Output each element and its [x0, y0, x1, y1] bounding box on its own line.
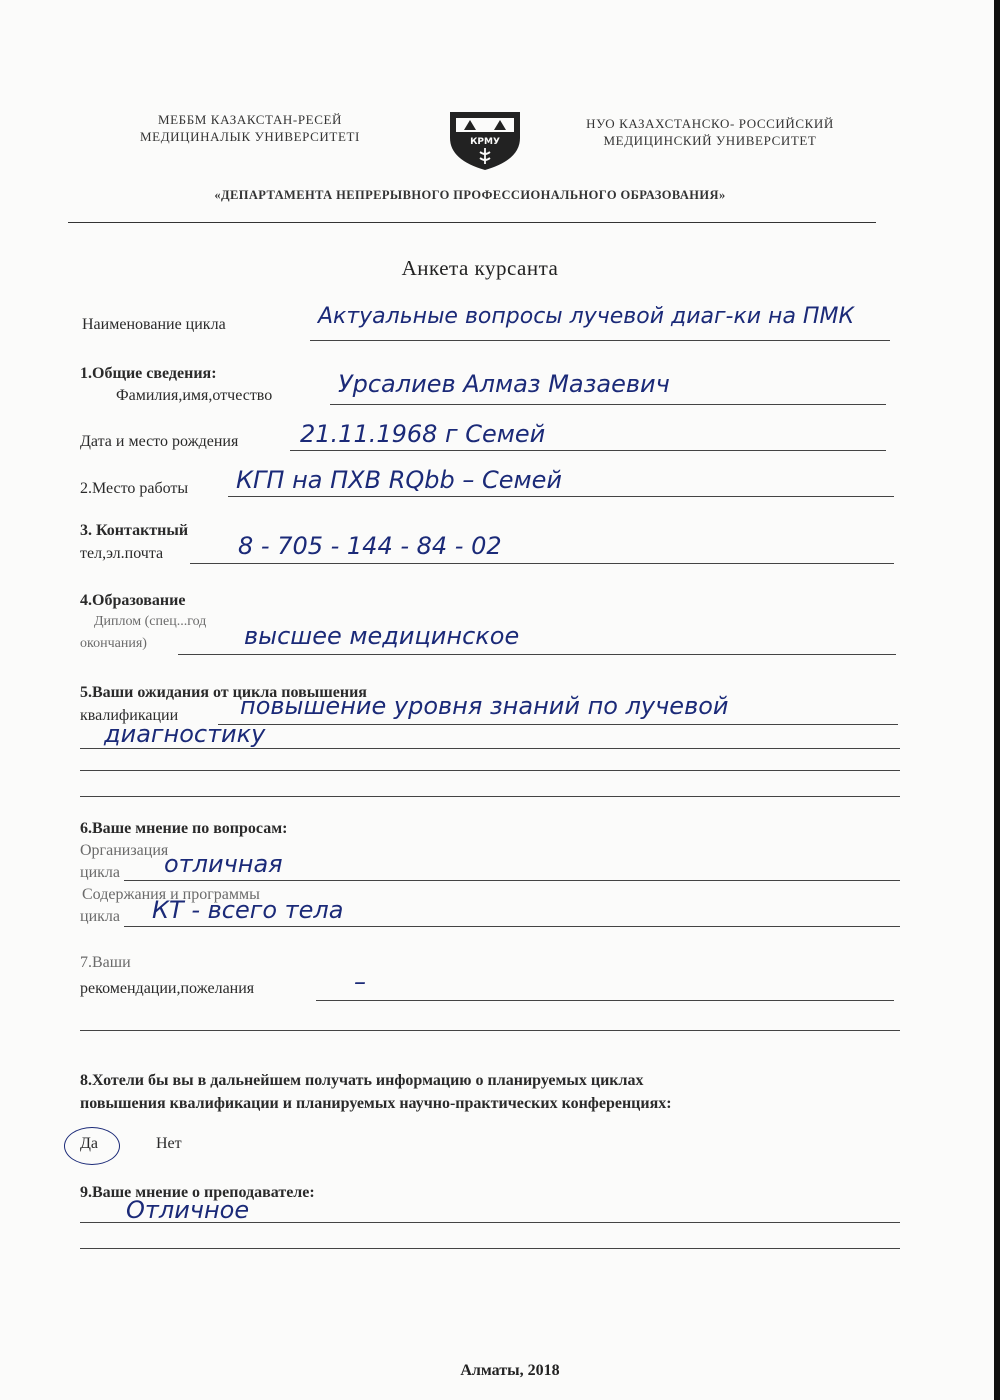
footer-city-year: Алматы, 2018 [460, 1362, 560, 1379]
birth-value: 21.11.1968 г Семей [300, 420, 546, 448]
expectations-sub-label: квалификации [80, 707, 179, 724]
contact-sub-label: тел,эл.почта [80, 545, 164, 562]
cycle-label: Наименование цикла [82, 316, 226, 333]
recommendations-value: – [354, 968, 366, 996]
info-question-sub-label: повышения квалификации и планируемых научно-практических конференциях: [80, 1095, 672, 1112]
info-question-label: 8.Хотели бы вы в дальнейшем получать информацию о планируемых циклах [80, 1072, 644, 1089]
expectations-line4 [80, 796, 900, 797]
teacher-opinion-value: Отличное [126, 1196, 250, 1224]
contact-line [190, 563, 894, 564]
education-label: 4.Образование [80, 592, 186, 609]
expectations-value2: диагностику [104, 720, 266, 748]
yes-option[interactable]: Да [80, 1135, 99, 1152]
department-name: «ДЕПАРТАМЕНТА НЕПРЕРЫВНОГО ПРОФЕССИОНАЛЬНОГО ОБРАЗОВАНИЯ» [214, 188, 726, 202]
expectations-label: 5.Ваши ожидания от цикла повышения [80, 684, 367, 701]
education-sub-label1: Диплом (спец...год [94, 614, 207, 629]
recommendations-label: 7.Ваши [80, 954, 131, 971]
birth-line [290, 450, 886, 451]
expectations-line1 [218, 724, 898, 725]
header-right-line2: МЕДИЦИНСКИЙ УНИВЕРСИТЕТ [603, 133, 817, 148]
contact-value: 8 - 705 - 144 - 84 - 02 [238, 532, 502, 560]
teacher-opinion-label: 9.Ваше мнение о преподавателе: [80, 1184, 315, 1201]
expectations-line2 [80, 748, 900, 749]
education-line [178, 654, 896, 655]
education-value: высшее медицинское [244, 622, 520, 650]
header-left-line1: МЕББМ КАЗАКСТАН-РЕСЕЙ [157, 112, 343, 127]
university-name-russian [555, 115, 865, 149]
content-value: КТ - всего тела [152, 896, 344, 924]
general-info-label: 1.Общие сведения: [80, 365, 217, 382]
organization-label: Организация [80, 842, 169, 859]
logo-text: КРМУ [470, 137, 500, 147]
organization-sub-label: цикла [80, 864, 120, 881]
opinion-label: 6.Ваше мнение по вопросам: [80, 820, 288, 837]
no-option[interactable]: Нет [156, 1135, 182, 1152]
scan-edge [994, 0, 1000, 1400]
fio-label: Фамилия,имя,отчество [116, 387, 273, 404]
header-left-line2: МЕДИЦИНАЛЫК УНИВЕРСИТЕТІ [140, 129, 360, 144]
expectations-value1: повышение уровня знаний по лучевой [240, 692, 729, 720]
content-label: Содержания и программы [82, 886, 260, 903]
recommendations-line [316, 1000, 894, 1001]
header-right-line1: НУО КАЗАХСТАНСКО- РОССИЙСКИЙ [586, 116, 834, 131]
fio-line [330, 404, 886, 405]
cycle-line [310, 340, 890, 341]
organization-value: отличная [164, 850, 283, 878]
teacher-opinion-line1 [80, 1222, 900, 1223]
work-label: 2.Место работы [80, 480, 189, 497]
organization-line [124, 880, 900, 881]
recommendations-line2 [80, 1030, 900, 1031]
birth-label: Дата и место рождения [80, 433, 239, 450]
work-line [228, 496, 894, 497]
fio-value: Урсалиев Алмаз Мазаевич [338, 370, 670, 398]
content-line [124, 926, 900, 927]
content-sub-label: цикла [80, 908, 120, 925]
expectations-line3 [80, 770, 900, 771]
university-logo [446, 108, 524, 172]
cycle-value: Актуальные вопросы лучевой диаг-ки на ПМК [318, 304, 855, 329]
header-divider [68, 222, 876, 223]
form-title: Анкета курсанта [401, 256, 559, 280]
university-name-kazakh [100, 111, 400, 145]
work-value: КГП на ПХВ RQbb – Семей [236, 466, 562, 494]
recommendations-sub-label: рекомендации,пожелания [80, 980, 255, 997]
teacher-opinion-line2 [80, 1248, 900, 1249]
education-sub-label2: окончания) [80, 636, 147, 651]
contact-label: 3. Контактный [80, 522, 189, 539]
